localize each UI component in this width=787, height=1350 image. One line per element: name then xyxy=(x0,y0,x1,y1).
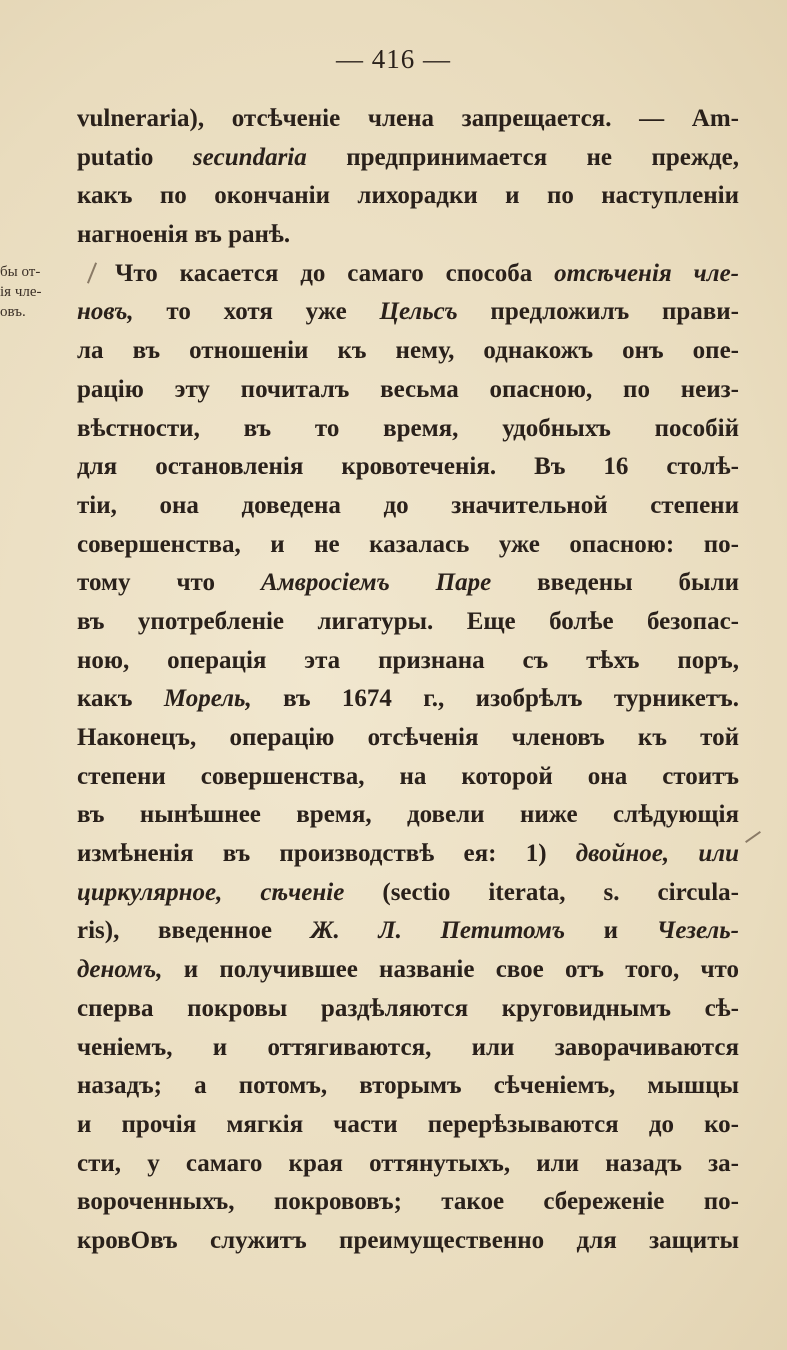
text-line: рацiю эту почиталъ весьма опасною, по неиз- xyxy=(77,375,739,403)
text-line: ченiемъ, и оттягиваются, или заворачиваются xyxy=(77,1033,739,1061)
margin-note xyxy=(0,262,70,322)
text-line: какъ по окончанiи лихорадки и по наступленiи xyxy=(77,182,739,210)
text-line: въ нынѣшнее время, довели ниже слѣдующiя xyxy=(77,801,739,829)
text-line: ла въ отношенiи къ нему, однакожъ онъ опе- xyxy=(77,337,739,365)
italic-term: циркулярное, сѣченiе xyxy=(77,878,345,906)
text-line: вороченныхъ, покрововъ; такое сбереженiе по- xyxy=(77,1188,739,1216)
italic-term: двойное, или xyxy=(575,840,740,868)
margin-note-line: iя чле- xyxy=(0,284,42,300)
text-line: vulneraria), отсѣченiе члена запрещается. — Am- xyxy=(77,105,739,132)
text-line: измѣненiя въ производствѣ ея: 1) двойное, или xyxy=(77,840,740,868)
italic-name: Чезель- xyxy=(656,917,740,945)
italic-term: новъ, xyxy=(77,298,134,326)
text-line: тому что Амвросiемъ Паре введены были xyxy=(77,569,740,597)
text-line: ною, операцiя эта признана съ тѣхъ поръ, xyxy=(77,646,739,674)
italic-term: отсѣченiя чле- xyxy=(554,259,740,287)
text-line: сти, у самаго края оттянутыхъ, или назадъ за- xyxy=(77,1149,739,1177)
italic-name: Амвросiемъ Паре xyxy=(260,569,492,597)
text-line: назадъ; а потомъ, вторымъ сѣченiемъ, мышцы xyxy=(77,1072,739,1100)
page-number: — 416 — xyxy=(336,44,451,74)
italic-term: secundaria xyxy=(192,143,307,171)
italic-name: деномъ, xyxy=(77,956,163,984)
italic-name: Морель, xyxy=(163,685,252,713)
text-line: нагноенiя въ ранѣ. xyxy=(77,221,291,249)
text-line: совершенства, и не казалась уже опасною: по- xyxy=(77,530,739,558)
text-line: тiи, она доведена до значительной степени xyxy=(77,491,739,519)
margin-note-line: овъ. xyxy=(0,304,26,320)
text-line: въ употребленiе лигатуры. Еще болѣе безопас- xyxy=(77,607,739,635)
text-line: степени совершенства, на которой она стоитъ xyxy=(77,762,739,790)
text-line: циркулярное, сѣченiе (sectio iterata, s. circula- xyxy=(77,878,740,906)
text-line: putatio secundaria предпринимается не прежде, xyxy=(77,143,739,171)
text-line: для остановленiя кровотеченiя. Въ 16 столѣ- xyxy=(77,453,739,481)
text-line: кровОвъ служитъ преимущественно для защиты xyxy=(77,1226,739,1254)
text-line: новъ, то хотя уже Цельсъ предложилъ прави- xyxy=(77,298,739,326)
text-line: Что касается до самаго способа отсѣченiя чле- xyxy=(115,259,740,287)
body-text xyxy=(77,100,739,1261)
text-line: какъ Морель, въ 1674 г., изобрѣлъ турникетъ. xyxy=(77,685,739,713)
text-line: ris), введенное Ж. Л. Петитомъ и Чезель- xyxy=(77,917,740,945)
text-line: деномъ, и получившее названiе свое отъ того, что xyxy=(77,956,739,984)
margin-note-line: бы от- xyxy=(0,264,41,280)
text-line: Наконецъ, операцiю отсѣченiя членовъ къ той xyxy=(77,724,739,751)
italic-name: Цельсъ xyxy=(379,298,458,326)
text-line: вѣстности, въ то время, удобныхъ пособiй xyxy=(77,414,739,442)
text-line: и прочiя мягкiя части перерѣзываются до ко- xyxy=(77,1110,739,1138)
text-line: сперва покровы раздѣляются круговиднымъ сѣ- xyxy=(77,994,739,1022)
italic-name: Ж. Л. Петитомъ xyxy=(310,917,566,945)
pencil-mark xyxy=(745,831,761,843)
